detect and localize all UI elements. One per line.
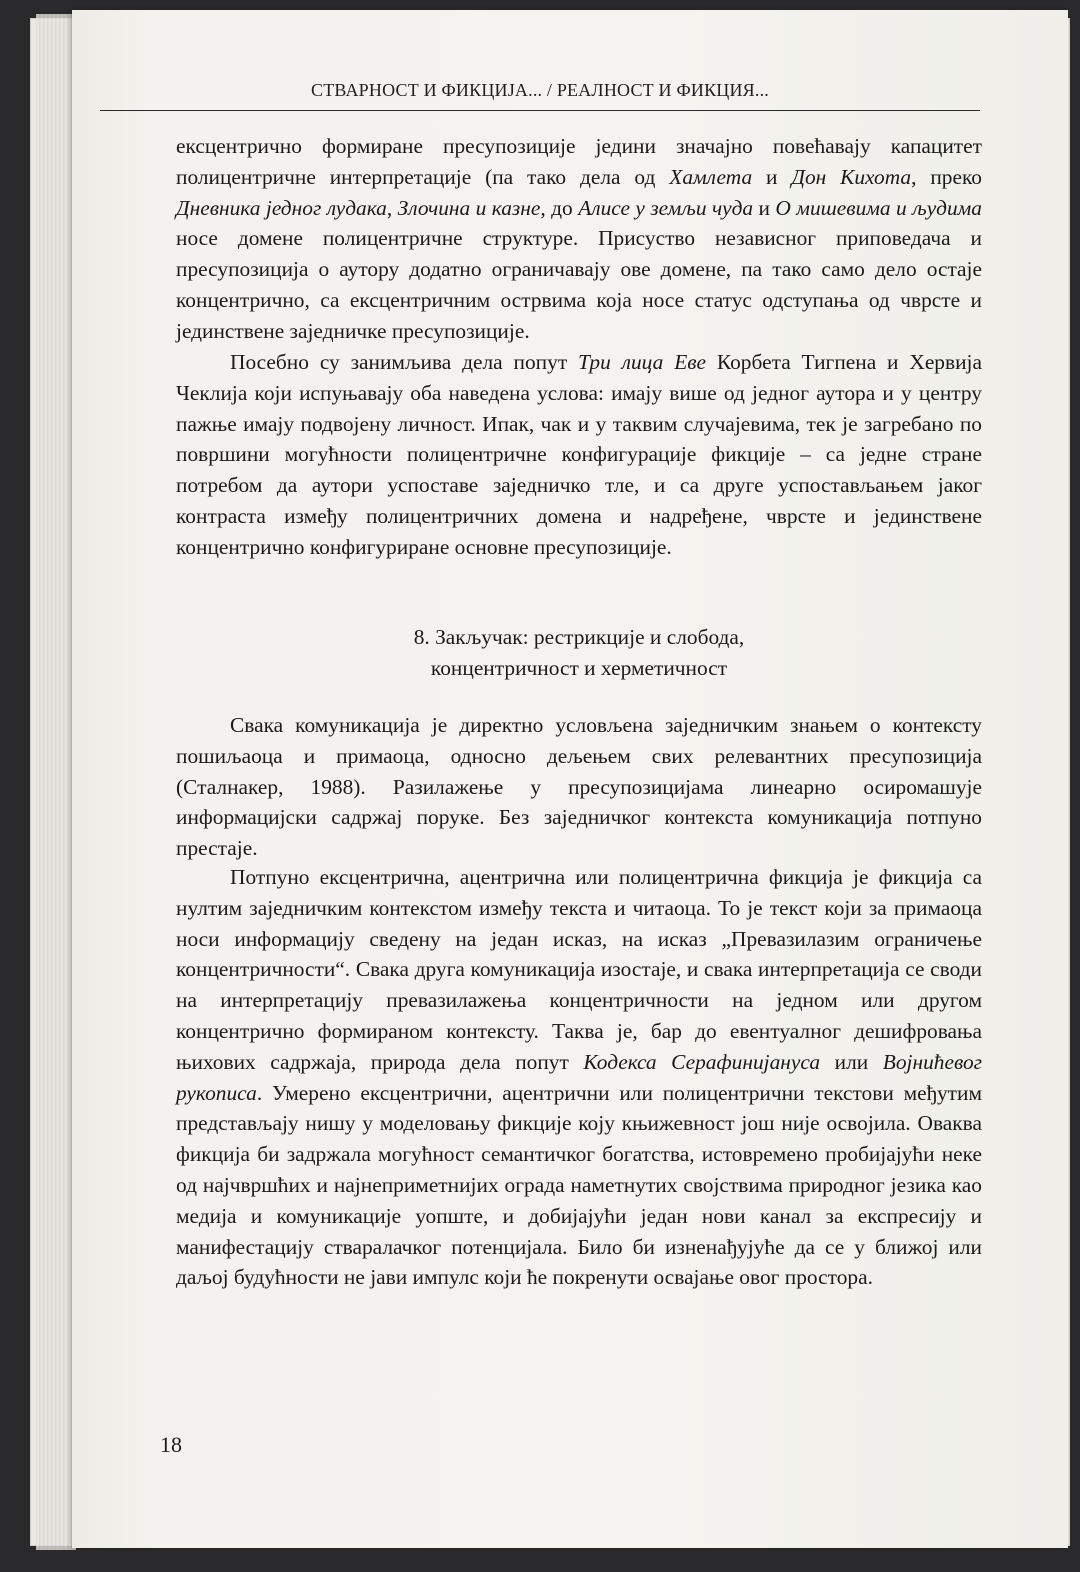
section-heading [176,622,982,684]
text-run: , преко [911,164,982,189]
text-run: и [753,195,776,220]
paragraph-1 [176,131,982,347]
section-heading-line-2: концентричност и херметичност [430,655,728,680]
title-alice-in-wonderland: Алисе у земљи чуда [578,195,754,220]
text-run: Корбета Тигпена и Хервија Чеклија који испуњавају оба наведена услова: имају више од једног аутора и у центру пажње имају подвојену личност. Ипак, чак и у таквим случајевима, тек је загребано по површини могућности полицентричне конфигурације фикције – са једне стране потребом да аутори успоставе заједничко тле, и са друге успостављањем јаког контраста између полицентричних домена и надређене, чврсте и јединствене концентрично конфигуриране основне пресупозиције. [176,350,982,559]
title-diary-of-a-madman: Дневника једног лудака [176,195,387,220]
page-number: 18 [160,1432,182,1457]
text-run: ексцентрично формиране пресупозиције једини значајно повећавају капацитет полицентричне интерпретације (па тако дела од [176,134,982,189]
paragraph-3-text: Свака комуникација је директно условљена заједничким знањем о контексту пошиљаоца и примаоца, односно дељењем свих релевантних пресупозиција (Сталнакер, 1988). Разилажење у пресупозицијама линеарно осиромашује информацијски садржај поруке. Без заједничког контекста комуникација потпуно престаје. [176,713,982,861]
text-run: или [820,1049,883,1074]
title-hamlet: Хамлета [669,164,753,189]
text-run: , до [540,195,579,220]
paragraph-2 [176,347,982,563]
text-run: Посебно су занимљива дела попут [230,350,579,374]
section-heading-line-1: 8. Закључак: рестрикције и слобода, [413,625,745,649]
text-run: , [386,195,398,220]
paragraph-4 [176,862,982,1293]
running-header: СТВАРНОСТ И ФИКЦИЈА... / РЕАЛНОСТ И ФИКЦИЯ... [100,80,980,111]
paragraph-3 [176,710,982,864]
text-run: Потпуно ексцентрична, ацентрична или полицентрична фикција је фикција са нултим заједничким контекстом између текста и читаоца. То је текст који за примаоца носи информацију сведену на један исказ, на исказ „Превазилазим ограничење концентричности“. Свака друга комуникација изостаје, и свака интерпретација се своди на интерпретацију превазилажења концентричности на једном или другом концентрично формираном контексту. Таква је, бар до евентуалног дешифровања њихових садржаја, природа дела попут [176,865,982,1074]
title-codex-seraphinianus: Кодекса Серафинијануса [583,1049,821,1074]
title-crime-and-punishment: Злочина и казне [397,195,541,220]
title-of-mice-and-men: О мишевима и људима [775,195,982,220]
title-don-quixote: Дон Кихота [791,164,912,189]
text-run: . Умерено ексцентрични, ацентрични или полицентрични текстови међутим представљају нишу у моделовању фикције коју књижевност још није освојила. Оваква фикција би задржала могућност семантичког богатства, истовремено пробијајући неке од најчвршћих и најнеприметнијих ограда наметнутих својствима природног језика као медија и комуникације уопште, и добијајући један нови канал за експресију и манифестацију стваралачког потенцијала. Било би изненађујуће да се у ближој или даљој будућности не јави импулс који ће покренути освајање овог простора. [176,1080,982,1290]
title-voynich-manuscript: Војнићевог рукописа [176,1049,983,1105]
title-three-faces-of-eve: Три лица Еве [578,350,707,374]
text-run: носе домене полицентричне структуре. Присуство независног приповедача и пресупозиција о аутору додатно ограничавају ове домене, па тако само дело остаје концентрично, са ексцентричним острвима која носе статус одступања од чврсте и јединствене заједничке пресупозиције. [176,226,982,343]
text-run: и [752,164,792,189]
